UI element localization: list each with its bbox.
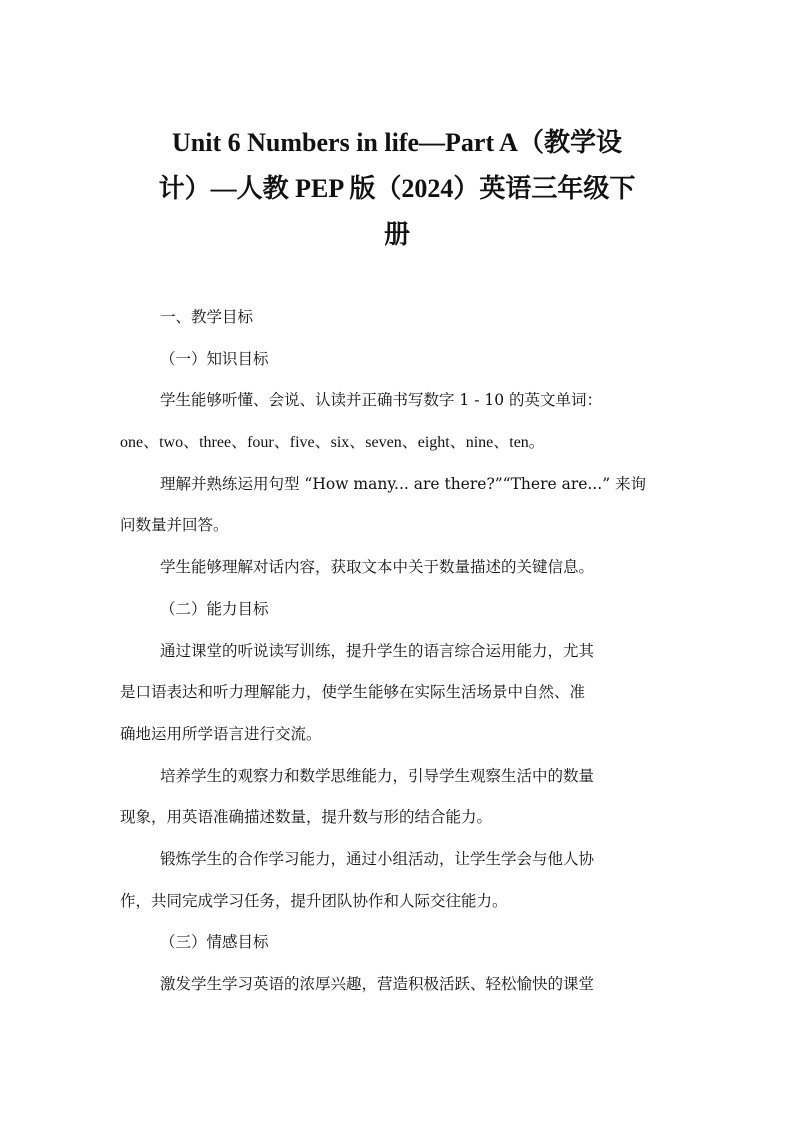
title-line-2: 计）—人教 PEP 版（2024）英语三年级下 bbox=[158, 174, 636, 203]
paragraph-line: one、two、three、four、five、six、seven、eight、nine、ten。 bbox=[120, 434, 545, 452]
paragraph-line: 锻炼学生的合作学习能力，通过小组活动，让学生学会与他人协 bbox=[160, 849, 595, 868]
paragraph-line: 是口语表达和听力理解能力，使学生能够在实际生活场景中自然、准 bbox=[120, 683, 586, 702]
document-body bbox=[120, 297, 680, 1006]
paragraph-line: 通过课堂的听说读写训练，提升学生的语言综合运用能力，尤其 bbox=[160, 641, 595, 660]
subsection-heading-ability-goals: （二）能力目标 bbox=[160, 599, 269, 618]
document-title bbox=[100, 120, 694, 258]
paragraph-line: 培养学生的观察力和数学思维能力，引导学生观察生活中的数量 bbox=[160, 766, 595, 785]
paragraph-line: 学生能够理解对话内容，获取文本中关于数量描述的关键信息。 bbox=[160, 558, 595, 577]
paragraph-line: 问数量并回答。 bbox=[120, 516, 229, 535]
title-line-3: 册 bbox=[383, 220, 410, 249]
paragraph-line: 理解并熟练运用句型 “How many... are there?”“There are...” 来询 bbox=[160, 474, 647, 493]
paragraph-line: 学生能够听懂、会说、认读并正确书写数字 1 - 10 的英文单词： bbox=[160, 391, 603, 410]
paragraph-line: 激发学生学习英语的浓厚兴趣，营造积极活跃、轻松愉快的课堂 bbox=[160, 975, 595, 993]
section-heading-teaching-goals: 一、教学目标 bbox=[160, 308, 254, 326]
paragraph-line: 确地运用所学语言进行交流。 bbox=[120, 724, 322, 743]
title-line-1: Unit 6 Numbers in life—Part A（教学设 bbox=[172, 128, 622, 157]
paragraph-line: 作，共同完成学习任务，提升团队协作和人际交往能力。 bbox=[120, 891, 508, 910]
subsection-heading-knowledge-goals: （一）知识目标 bbox=[160, 349, 269, 368]
subsection-heading-emotional-goals: （三）情感目标 bbox=[160, 933, 269, 952]
paragraph-line: 现象，用英语准确描述数量，提升数与形的结合能力。 bbox=[120, 808, 493, 827]
